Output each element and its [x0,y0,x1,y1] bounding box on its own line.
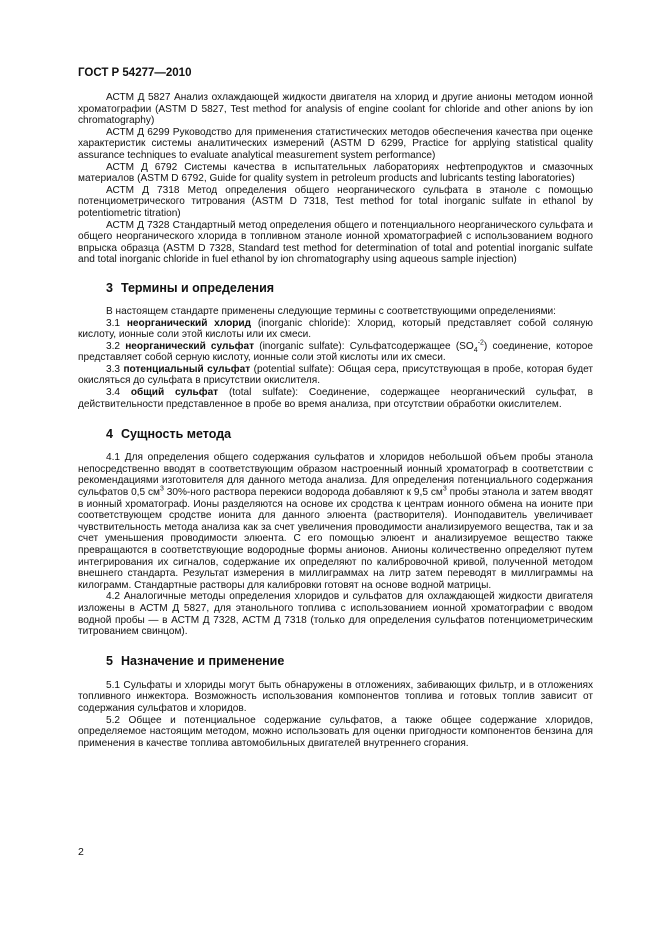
section-4-heading [78,427,593,441]
reference-astm-7318: АСТМ Д 7318 Метод определения общего неорганического сульфата в этаноле с помощью потенциометрического титрования (ASTM D 7318, Test method for total inorganic sulfate in ethanol by potentiometric titration) [78,184,593,219]
paragraph-4-1: 4.1 Для определения общего содержания сульфатов и хлоридов небольшой объем пробы этанола непосредственно вводят в соответствующим образом настроенный ионный хроматограф в соответствии с рекомендациями изготовителя для данного метода анализа. Для определения потенциального содержания сульфатов 0,5 $см^3$ 30%-ного раствора перекиси водорода добавляют к 9,5 $см^3$ пробы этанола и затем вводят в ионный хроматограф. Ионы разделяются на основе их сродства к центрам ионного обмена на ионите при соответствующем сродстве ионита для данного элюента (растворителя). Ионподавитель увеличивает чувствительность метода анализа как за счет увеличения проводимости анализируемого вещества, так и за счет уменьшения проводимости элюента. С его помощью элюент и анализируемое вещество также превращаются в соответствующие водородные формы анионов. Анионы количественно определяют путем интегрирования их сигналов, содержание их определяют по калибровочной кривой, полученной методом внешнего стандарта. Результат измерения в миллиграммах на литр затем переводят в миллиграммы на килограмм. Стандартные растворы для калибровки готовят на основе водной матрицы. [78,452,593,591]
term-name: неорганический сульфат [125,340,255,352]
paragraph-5-1: 5.1 Сульфаты и хлориды могут быть обнаружены в отложениях, забивающих фильтр, и в отложениях топливного инжектора. Возможность использования компонентов топлива и готовых топлив зависит от содержания сульфатов и хлоридов. [78,679,593,714]
section-number: 5 [106,653,113,668]
section-title: Термины и определения [120,280,275,295]
section-3-heading [78,281,593,295]
term-name: общий сульфат [130,387,219,399]
page-number: 2 [78,846,84,858]
term-3-2: 3.2 неорганический сульфат (inorganic sulfate): Сульфатсодержащее $(SO_4^{-2})$ соединение, которое представляет собой серную кислоту, ионные соли этой кислоты или их смеси. [78,339,593,364]
document-header: ГОСТ Р 54277—2010 [78,67,192,79]
term-3-4: 3.4 общий сульфат (total sulfate): Соединение, содержащее неорганический сульфат, в действительности представленное в пробе во время анализа, при отсутствии обработки окислителем. [78,387,594,410]
section-3-intro: В настоящем стандарте применены следующие термины с соответствующими определениями: [106,305,556,317]
term-3-3: 3.3 потенциальный сульфат (potential sulfate): Общая сера, присутствующая в пробе, которая будет окисляться до сульфата в присутствии окислителя. [78,363,593,387]
document-body [78,92,593,749]
section-title: Сущность метода [120,427,232,442]
paragraph-5-2: 5.2 Общее и потенциальное содержание сульфатов, а также общее содержание хлоридов, определяемое настоящим методом, можно использовать для оценки пригодности компонентов бензина для применения в качестве топлива автомобильных двигателей внутреннего сгорания. [78,714,593,749]
section-5-heading [78,654,593,668]
paragraph-4-2: 4.2 Аналогичные методы определения хлоридов и сульфатов для охлаждающей жидкости двигателя изложены в АСТМ Д 5827, для этанольного топлива с использованием ионной хроматографии с вводом водной пробы — в АСТМ Д 7328, АСТМ Д 7318 (только для определения сульфатов потенциометрическим титрованием свинцом). [78,591,593,638]
section-number: 3 [106,280,113,295]
term-3-1: 3.1 неорганический хлорид (inorganic chloride): Хлорид, который представляет собой соляную кислоту, ионные соли этой кислоты или их смеси. [78,317,593,341]
reference-astm-6299: АСТМ Д 6299 Руководство для применения статистических методов обеспечения качества при оценке характеристик системы аналитических измерений (ASTM D 6299, Practice for applying statistical quality assurance techniques to evaluate analytical measurement system performance) [78,126,593,161]
term-name: потенциальный сульфат [123,363,251,375]
section-number: 4 [106,427,113,442]
section-title: Назначение и применение [120,653,285,668]
reference-astm-6792: АСТМ Д 6792 Системы качества в испытательных лабораториях нефтепродуктов и смазочных материалов (ASTM D 6792, Guide for quality system in petroleum products and lubricants testing laboratories) [78,161,593,185]
reference-astm-7328: АСТМ Д 7328 Стандартный метод определения общего и потенциального неорганического сульфата и общего неорганического хлорида в топливном этаноле ионной хроматографией с использованием водного впрыска образца (ASTM D 7328, Standard test method for determination of total and potential inorganic sulfate and total inorganic chloride in fuel ethanol by ion chromatography using aqueous sample injection) [78,219,593,266]
reference-astm-5827: АСТМ Д 5827 Анализ охлаждающей жидкости двигателя на хлорид и другие анионы методом ионной хроматографии (ASTM D 5827, Test method for analysis of engine coolant for chloride and other anions by ion chromatography) [78,92,593,127]
term-name: неорганический хлорид [126,317,252,329]
